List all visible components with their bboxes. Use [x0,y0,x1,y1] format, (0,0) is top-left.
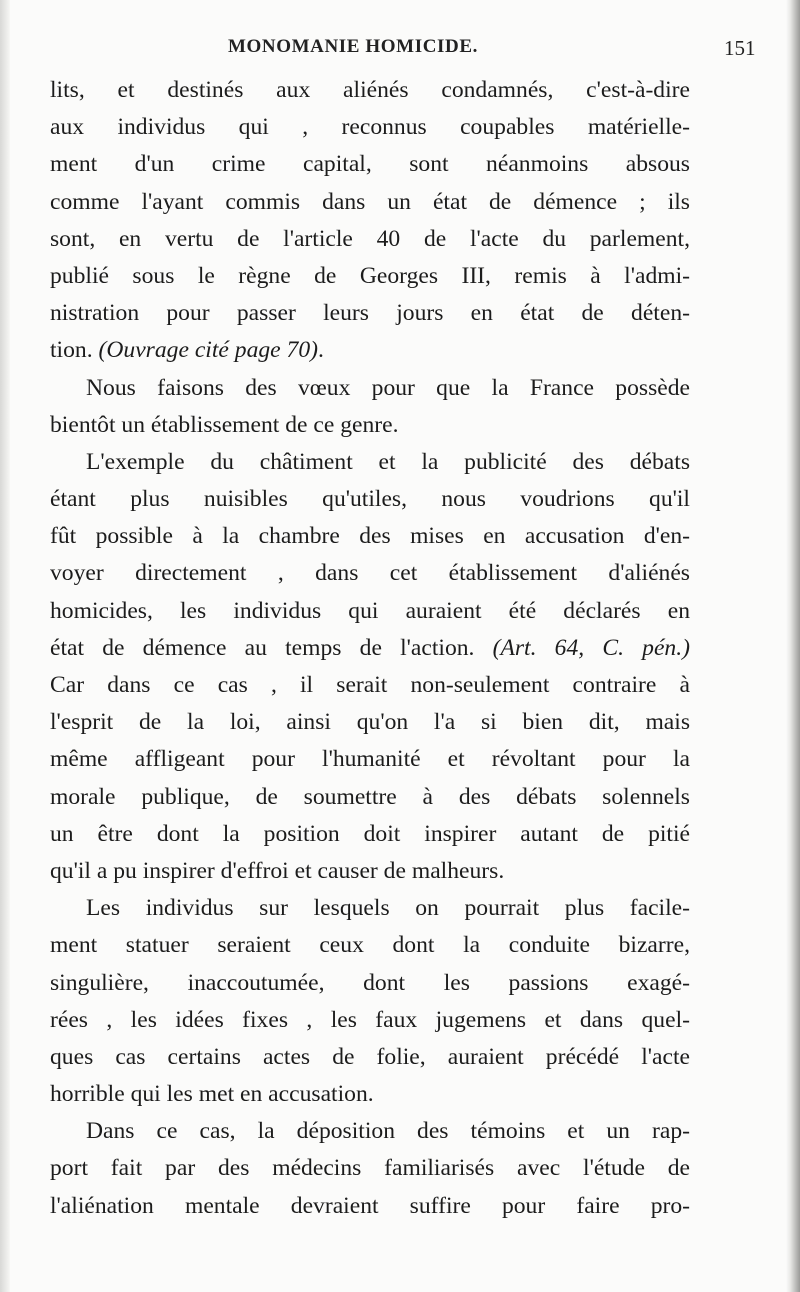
text-line [50,1113,690,1150]
line-text-suffix: . [318,337,324,364]
line-text: Car dans ce cas , il serait non-seulement contraire à [50,672,690,698]
text-line [50,816,690,853]
line-text: étant plus nuisibles qu'utiles, nous voudrions qu'il [50,486,690,513]
text-line [50,1002,690,1039]
text-line [50,221,690,258]
line-text: rées , les idées fixes , les faux jugemens et dans quel- [50,1006,690,1033]
line-text: l'aliénation mentale devraient suffire pour faire pro- [50,1192,690,1219]
line-text: ques cas certains actes de folie, auraient précédé l'acte [50,1043,690,1070]
line-text: Les individus sur lesquels on pourrait plus facile- [86,895,690,922]
line-text: sont, en vertu de l'article 40 de l'acte du parlement, [50,225,690,252]
text-line [50,853,690,890]
page-number: 151 [724,36,756,60]
text-line [50,593,690,630]
line-text: Nous faisons des vœux pour que la France possède [86,374,690,401]
citation-italic: (Ouvrage cité page 70) [98,337,318,364]
line-text: tion. [50,337,93,364]
text-line [50,184,690,221]
line-text: L'exemple du châtiment et la publicité des débats [86,448,690,475]
line-text: qu'il a pu inspirer d'effroi et causer de malheurs. [50,857,505,884]
page-right-edge-shadow [786,0,800,1292]
text-line [50,258,690,295]
line-text: morale publique, de soumettre à des débats solennels [50,783,690,810]
text-line [50,518,690,555]
line-text: lits, et destinés aux aliénés condamnés, c'est-à-dire [50,77,690,103]
text-line [50,1039,690,1076]
text-line [50,741,690,778]
line-text: nistration pour passer leurs jours en état de déten- [50,300,690,327]
line-text: état de démence au temps de l'action. [50,634,475,661]
text-line [50,481,690,518]
text-line [50,1150,690,1187]
text-line [50,146,690,183]
line-text: comme l'ayant commis dans un état de démence ; ils [50,188,690,215]
text-line [50,965,690,1002]
running-head: MONOMANIE HOMICIDE. [228,36,478,57]
line-text: un être dont la position doit inspirer autant de pitié [50,820,690,847]
text-line [50,332,690,369]
page-left-edge [0,0,10,1292]
text-line [50,890,690,927]
text-line [50,444,690,481]
text-line [50,630,690,667]
line-text: même affligeant pour l'humanité et révoltant pour la [50,746,690,773]
text-line [50,370,690,407]
body-text [50,72,690,1225]
line-text: voyer directement , dans cet établissement d'aliénés [50,560,690,587]
page-header [0,32,800,72]
line-text: publié sous le règne de Georges III, remis à l'admi- [50,262,690,289]
text-line [50,555,690,592]
text-line [50,72,690,109]
text-line [50,667,690,704]
line-text: horrible qui les met en accusation. [50,1081,374,1108]
line-text: singulière, inaccoutumée, dont les passions exagé- [50,969,690,996]
line-text: aux individus qui , reconnus coupables matérielle- [50,114,690,141]
text-line [50,704,690,741]
line-text: ment d'un crime capital, sont néanmoins absous [50,151,690,178]
text-line [50,109,690,146]
line-text: fût possible à la chambre des mises en accusation d'en- [50,523,690,550]
line-text: port fait par des médecins familiarisés avec l'étude de [50,1155,690,1182]
line-text: bientôt un établissement de ce genre. [50,411,399,438]
citation-italic: (Art. 64, C. pén.) [492,634,690,661]
line-text: homicides, les individus qui auraient été déclarés en [50,597,690,624]
text-line [50,295,690,332]
line-text: l'esprit de la loi, ainsi qu'on l'a si bien dit, mais [50,709,690,736]
text-line [50,407,690,444]
text-line [50,1188,690,1225]
text-line [50,1076,690,1113]
line-text: ment statuer seraient ceux dont la conduite bizarre, [50,932,690,959]
text-line [50,779,690,816]
line-text: Dans ce cas, la déposition des témoins et un rap- [86,1118,690,1145]
text-line [50,927,690,964]
